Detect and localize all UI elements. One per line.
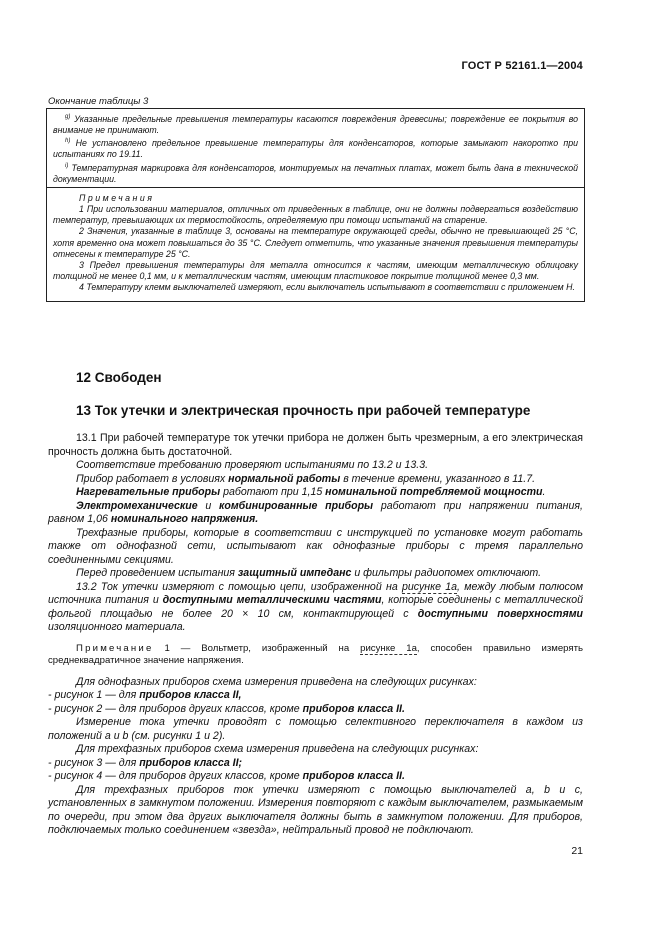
para-motor: Электромеханические и комбинированные приборы работают при напряжении питания, равном 1,06 номинального напряжения.: [48, 499, 583, 525]
para-13-2: 13.2 Ток утечки измеряют с помощью цепи, изображенной на рисунке 1а, между любым полюсом источника питания и доступными металлическими частями, которые соединены с металлической фольгой площадью не более 20 × 10 см, контактирующей с доступными поверхностями изоляционного материала.: [48, 580, 583, 633]
figure-1a-link-2[interactable]: рисунке 1а: [360, 642, 417, 654]
footnote-h: $^{h)}$ Не установлено предельное превышение температуры для конденсаторов, которые замыкают накоротко при испытаниях по 19.11.: [53, 138, 578, 160]
para-three-phase-measure: Для трехфазных приборов ток утечки измеряют с помощью выключателей а, b и с, установленных в замкнутом положении. Измерения повторяют с каждым выключателем, размыкаемым по очереди, при этом два других выключателя должны быть в замкнутом положении. Для приборов, подключаемых только соединением «звезда», нейтральный провод не подключают.: [48, 783, 583, 836]
section-13-body: [48, 432, 583, 838]
list-item-fig1: - рисунок 1 — для приборов класса II,: [48, 689, 242, 701]
footnotes-block: [47, 109, 584, 188]
para-heating: Нагревательные приборы работают при 1,15 номинальной потребляемой мощности.: [76, 486, 546, 498]
footnote-g: $^{g)}$ Указанные предельные превышения температуры касаются повреждения древесины; повреждение ее покрытия во внимание не принимают.: [53, 113, 578, 136]
section-12-heading: 12 Свободен: [76, 370, 162, 385]
note-4: 4 Температуру клемм выключателей измеряют, если выключатель испытывают в соответствии с приложением Н.: [79, 282, 575, 293]
page-number: 21: [571, 845, 583, 857]
para-three-phase-figs: Для трехфазных приборов схема измерения приведена на следующих рисунках:: [76, 743, 479, 755]
note-voltmeter: Примечание 1 — Вольтметр, изображенный на рисунке 1а, способен правильно измерять среднеквадратичное значение напряжения.: [48, 642, 583, 666]
para-selector: Измерение тока утечки проводят с помощью селективного переключателя в каждом из положений а и b (см. рисунки 1 и 2).: [48, 716, 583, 742]
note-2: 2 Значения, указанные в таблице 3, основаны на температуре окружающей среды, обычно не превышающей 25 °С, хотя временно она может повышаться до 35 °С. Следует отметить, что указанные значения превышения температуры отнесены к температуре 25 °С.: [53, 226, 578, 259]
para-compliance: Соответствие требованию проверяют испытаниями по 13.2 и 13.3.: [76, 459, 429, 471]
notes-title: Примечания: [79, 192, 155, 203]
standard-header: ГОСТ Р 52161.1—2004: [461, 60, 583, 72]
table-caption: Окончание таблицы 3: [48, 96, 149, 107]
list-item-fig3: - рисунок 3 — для приборов класса II;: [48, 756, 243, 769]
para-normal-operation: Прибор работает в условиях нормальной работы в течение времени, указанного в 11.7.: [76, 472, 536, 485]
figure-1a-link[interactable]: рисунке 1а: [401, 580, 458, 593]
note-3: 3 Предел превышения температуры для металла относится к частям, имеющим металлическую облицовку толщиной не менее 0,1 мм, и к металлическим частям, имеющим пластиковое покрытие толщиной менее 0,3 мм.: [53, 260, 578, 282]
section-13-heading: 13 Ток утечки и электрическая прочность при рабочей температуре: [76, 403, 531, 418]
list-item-fig2: - рисунок 2 — для приборов других классов, кроме приборов класса II.: [48, 702, 405, 715]
footnote-i: $^{i)}$ Температурная маркировка для конденсаторов, монтируемых на печатных платах, может быть дана в технической документации.: [53, 162, 579, 184]
figures-list: [48, 676, 583, 838]
para-impedance: Перед проведением испытания защитный импеданс и фильтры радиопомех отключают.: [76, 567, 542, 579]
table-end-box: [46, 108, 585, 302]
note-1: 1 При использовании материалов, отличных от приведенных в таблице, они не должны подвергаться воздействию температур, превышающих их термостойкость, определяемую при помощи испытаний на старение.: [53, 203, 578, 226]
para-13-1: 13.1 При рабочей температуре ток утечки прибора не должен быть чрезмерным, а его электрическая прочность должна быть достаточной.: [48, 432, 583, 458]
para-three-phase: Трехфазные приборы, которые в соответствии с инструкцией по установке могут работать также от однофазной сети, испытывают как однофазные приборы с тремя параллельно соединенными секциями.: [48, 526, 583, 566]
list-item-fig4: - рисунок 4 — для приборов других классов, кроме приборов класса II.: [48, 770, 405, 782]
notes-block: [47, 188, 584, 301]
para-single-phase: Для однофазных приборов схема измерения приведена на следующих рисунках:: [76, 675, 477, 688]
